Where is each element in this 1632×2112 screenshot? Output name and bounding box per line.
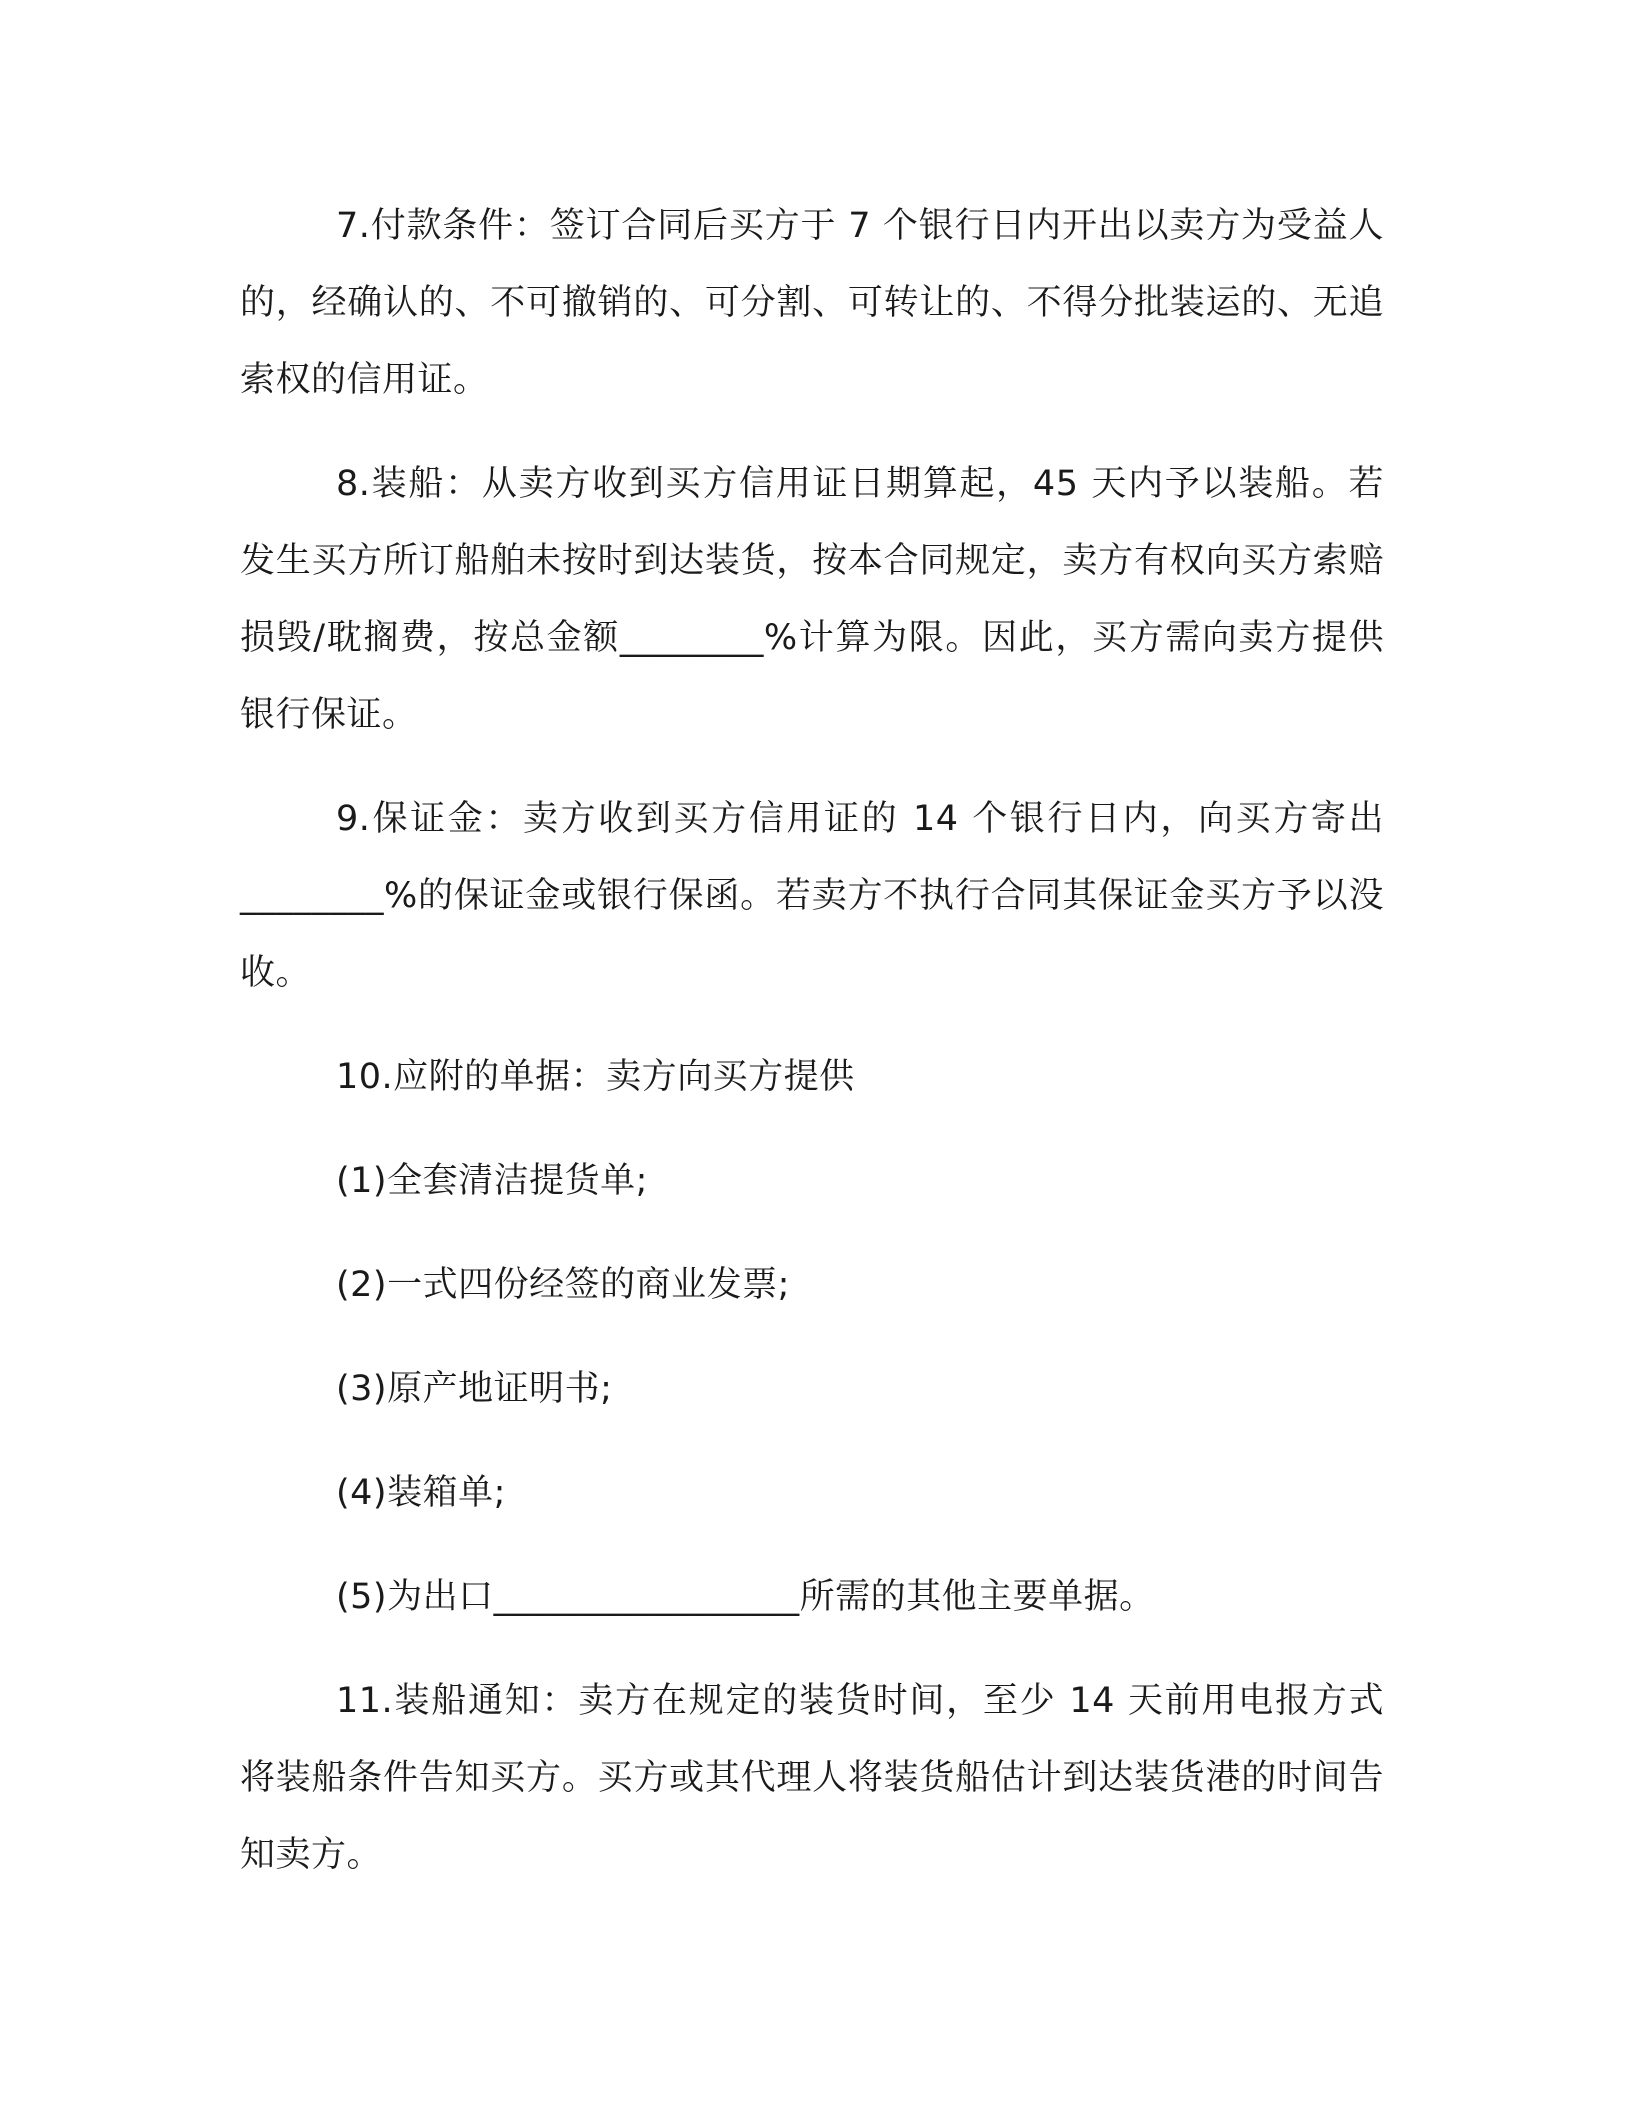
document-item-5: (5)为出口_________________所需的其他主要单据。 [336,1577,1155,1617]
clause-11-shipping-notice: 11.装船通知：卖方在规定的装货时间，至少 14 天前用电报方式将装船条件告知买方。买方或其代理人将装货船估计到达装货港的时间告知卖方。 [240,1681,1384,1875]
document-item-4: (4)装箱单; [336,1473,506,1513]
clause-7-payment-terms: 7.付款条件：签订合同后买方于 7 个银行日内开出以卖方为受益人的，经确认的、不可撤销的、可分割、可转让的、不得分批装运的、无追索权的信用证。 [240,206,1384,400]
clause-8-shipment: 8.装船：从卖方收到买方信用证日期算起，45 天内予以装船。若发生买方所订船舶未按时到达装货，按本合同规定，卖方有权向买方索赔损毁/耽搁费，按总金额________%计算为限。因此，买方需向卖方提供银行保证。 [240,464,1384,735]
clause-10-documents: 10.应附的单据：卖方向买方提供 [336,1057,855,1097]
document-item-3: (3)原产地证明书; [336,1369,613,1409]
clause-9-deposit: 9.保证金：卖方收到买方信用证的 14 个银行日内，向买方寄出________%的保证金或银行保函。若卖方不执行合同其保证金买方予以没收。 [240,799,1384,993]
document-item-2: (2)一式四份经签的商业发票; [336,1265,790,1305]
document-body [240,188,1384,1894]
document-item-1: (1)全套清洁提货单; [336,1161,648,1201]
